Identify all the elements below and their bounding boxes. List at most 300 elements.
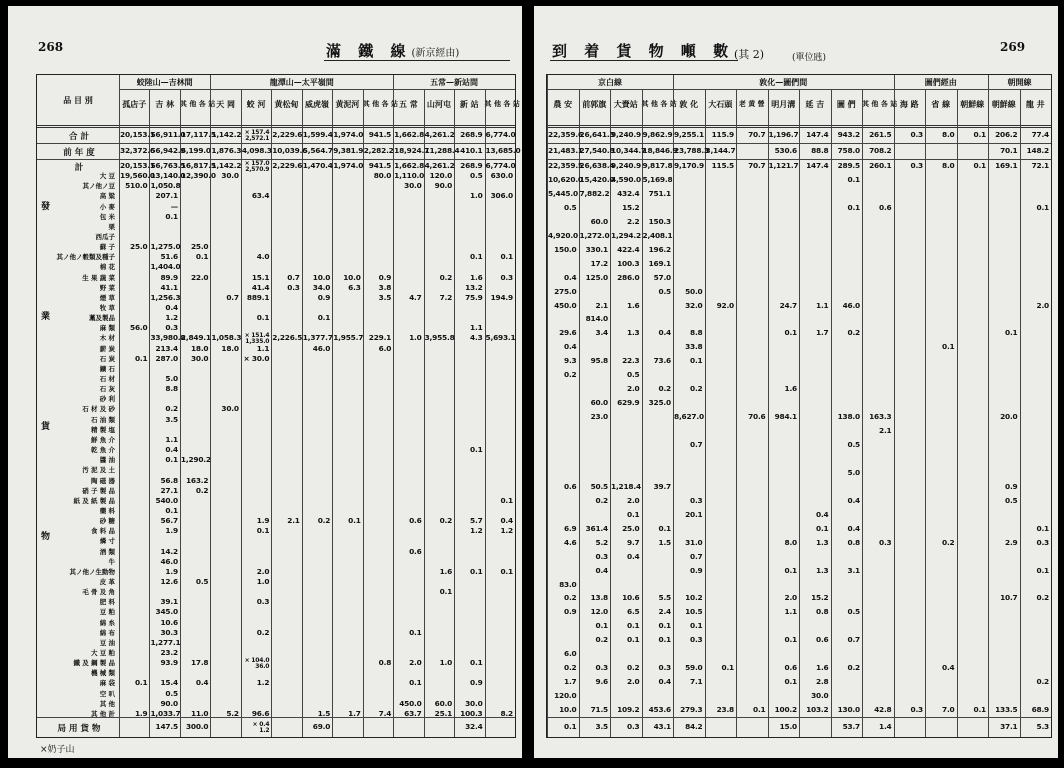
column-rule xyxy=(332,89,333,737)
row-label: 前 年 度 xyxy=(63,148,95,158)
table-cell: 1.7 xyxy=(564,677,577,687)
table-cell: 5.5 xyxy=(658,593,671,603)
column-rule xyxy=(925,89,926,737)
table-cell: 18.0 xyxy=(190,343,209,353)
table-cell: 23.2 xyxy=(160,647,178,657)
table-cell: 3.5 xyxy=(378,292,392,302)
table-cell: 2.1 xyxy=(287,516,300,526)
table-cell: 147.4 xyxy=(806,130,829,139)
table-cell: 6.9 xyxy=(564,523,577,533)
column-header: 其 他 各 站 xyxy=(641,99,677,108)
table-cell: 100.2 xyxy=(774,705,797,715)
table-cell: 0.5 xyxy=(564,202,577,212)
table-cell: 0.1 xyxy=(470,658,483,668)
row-label: 石 炭 xyxy=(99,354,115,363)
table-cell: 5.2 xyxy=(595,537,608,547)
table-cell: 2.0 xyxy=(409,658,422,668)
table-cell: 0.1 xyxy=(973,705,986,715)
table-cell: 70.7 xyxy=(748,161,766,170)
table-cell: 0.3 xyxy=(910,130,923,139)
table-cell: 5.3 xyxy=(1036,722,1049,731)
row-label: 石 材 及 砂 xyxy=(82,405,115,414)
table-cell: 92.0 xyxy=(716,300,734,310)
table-cell: 25.1 xyxy=(434,708,453,718)
table-cell: 943.2 xyxy=(837,130,860,139)
row-label: 綿 布 xyxy=(99,628,115,637)
table-cell: 0.8 xyxy=(378,658,392,668)
table-cell: 0.4 xyxy=(658,328,671,338)
table-cell: 56.7 xyxy=(160,516,178,526)
table-cell: 29.6 xyxy=(559,328,577,338)
table-cell: 100.3 xyxy=(617,258,640,268)
table-cell: 1.2 xyxy=(165,313,178,323)
table-cell: 9,381.9 xyxy=(333,146,364,155)
table-cell: 18.0 xyxy=(221,343,239,353)
table-cell: 20.0 xyxy=(1000,412,1018,422)
table-cell: 46.0 xyxy=(312,343,331,353)
table-cell: 0.3 xyxy=(690,495,703,505)
table-cell: 70.6 xyxy=(748,412,766,422)
table-cell: 130.0 xyxy=(837,705,860,715)
table-cell: 1.0 xyxy=(439,658,453,668)
table-cell: × 151.4 1,335.0 xyxy=(244,332,270,346)
table-cell: 0.1 xyxy=(165,211,178,221)
table-cell: 4.3 xyxy=(470,333,483,343)
table-cell: 32.4 xyxy=(465,722,483,731)
table-cell: 3.1 xyxy=(847,565,860,575)
table-cell: 7.1 xyxy=(690,677,703,687)
table-cell: 0.4 xyxy=(500,516,513,526)
table-cell: 9,170.9 xyxy=(674,161,704,170)
table-cell: 163.3 xyxy=(869,412,892,422)
table-cell: 30.0 xyxy=(221,171,239,181)
column-header: 延 吉 xyxy=(805,99,825,109)
table-cell: 207.1 xyxy=(155,191,178,201)
row-label: 石 油 類 xyxy=(90,415,115,424)
column-header: 朝鮮線 xyxy=(960,99,985,109)
row-label: 野 菜 xyxy=(99,283,115,292)
row-label: 栗 xyxy=(108,222,115,231)
table-cell: 34.0 xyxy=(312,282,331,292)
row-label: 牛 xyxy=(108,557,115,566)
table-cell: 0.7 xyxy=(690,551,703,561)
table-cell: 6.3 xyxy=(348,282,361,292)
row-label: 合 計 xyxy=(69,132,89,142)
table-cell: 8.0 xyxy=(784,537,797,547)
table-cell: 3.4 xyxy=(595,328,608,338)
table-cell: 9,255.1 xyxy=(674,130,704,139)
row-label: 陶 磁 器 xyxy=(90,476,115,485)
table-cell: 0.3 xyxy=(658,663,671,673)
table-cell: 1.7 xyxy=(816,328,829,338)
table-cell: 196.2 xyxy=(648,244,671,254)
table-cell: 53.7 xyxy=(842,722,860,731)
table-cell: 0.9 xyxy=(378,272,392,282)
table-cell: 147.5 xyxy=(155,722,178,731)
column-rule xyxy=(454,89,455,737)
table-cell: 4.7 xyxy=(409,292,422,302)
table-cell: 17.8 xyxy=(190,658,209,668)
table-cell: 56.0 xyxy=(130,323,148,333)
table-cell: 814.0 xyxy=(585,314,608,324)
row-rule xyxy=(37,159,515,160)
table-cell: 11,288.4 xyxy=(424,146,460,155)
table-cell: 20,153.1 xyxy=(120,130,155,139)
table-cell: 169.1 xyxy=(648,258,671,268)
table-cell: 2.0 xyxy=(1036,300,1049,310)
table-cell: 0.1 xyxy=(784,677,797,687)
table-cell: 0.1 xyxy=(627,635,640,645)
table-cell: 23.8 xyxy=(716,705,734,715)
table-cell: 2,282.2 xyxy=(363,146,394,155)
table-cell: 2,229.6 xyxy=(272,130,303,139)
column-header: 海 路 xyxy=(899,99,919,109)
table-cell: 0.1 xyxy=(470,252,483,262)
table-cell: 0.1 xyxy=(973,130,986,139)
table-cell: 0.9 xyxy=(690,565,703,575)
table-cell: 10,039.6 xyxy=(272,146,308,155)
table-cell: 1.2 xyxy=(256,678,270,688)
table-cell: 10.0 xyxy=(559,705,577,715)
table-cell: 306.0 xyxy=(490,191,513,201)
table-cell: 60.0 xyxy=(590,216,608,226)
table-cell: 1.1 xyxy=(165,434,178,444)
table-cell: 2.8 xyxy=(816,677,829,687)
table-cell: 26,641.3 xyxy=(579,130,615,139)
row-label: 大 豆 粕 xyxy=(90,648,115,657)
table-cell: 1,404.0 xyxy=(150,262,181,272)
column-header: 其 他 各 站 xyxy=(179,99,216,108)
table-cell: 18,924.7 xyxy=(394,146,430,155)
row-label: 石 材 xyxy=(99,375,115,384)
table-cell: 1,272.0 xyxy=(579,230,610,240)
table-cell: 275.0 xyxy=(554,286,577,296)
right-page xyxy=(534,6,1058,758)
table-cell: 0.9 xyxy=(1005,481,1018,491)
table-cell: 10.0 xyxy=(343,272,361,282)
group-header: 五常—新站間 xyxy=(430,77,479,87)
table-cell: 1,377.7 xyxy=(302,333,333,343)
column-rule xyxy=(957,89,958,737)
freight-table xyxy=(36,74,521,738)
table-cell: 75.9 xyxy=(465,292,483,302)
table-cell: 10,620.0 xyxy=(548,174,583,184)
table-cell: 450.0 xyxy=(554,300,577,310)
table-cell: 0.3 xyxy=(500,272,513,282)
table-cell: 6,199.0 xyxy=(180,146,211,155)
table-cell: 71.5 xyxy=(590,705,608,715)
table-cell: 0.1 xyxy=(470,566,483,576)
row-label: 精 製 塩 xyxy=(90,425,115,434)
table-cell: 10.6 xyxy=(622,593,640,603)
table-cell: 21,483.1 xyxy=(548,146,583,155)
table-cell: 0.9 xyxy=(564,607,577,617)
table-cell: 1.6 xyxy=(816,663,829,673)
table-cell: 260.1 xyxy=(869,161,892,170)
row-label: 乾 魚 介 xyxy=(90,446,115,455)
table-cell: 286.0 xyxy=(617,272,640,282)
table-cell: 0.3 xyxy=(256,597,270,607)
table-cell: 0.1 xyxy=(134,353,148,363)
section-label: 發 xyxy=(41,202,51,212)
table-cell: 25.0 xyxy=(130,242,148,252)
group-header: 京白線 xyxy=(598,77,622,87)
table-cell: 0.5 xyxy=(658,286,671,296)
table-cell: 15,420.0 xyxy=(579,174,615,184)
table-cell: 4.6 xyxy=(564,537,577,547)
table-cell: 5,445.0 xyxy=(548,188,578,198)
table-cell: 1.3 xyxy=(816,565,829,575)
row-label: 其ノ他ノ生動物 xyxy=(69,567,115,576)
row-label: 生 果 蔬 菜 xyxy=(82,273,115,282)
table-cell: 89.9 xyxy=(160,272,178,282)
table-cell: 0.1 xyxy=(134,678,148,688)
table-cell: 540.0 xyxy=(155,495,178,505)
table-cell: 4,590.0 xyxy=(611,174,641,184)
table-cell: 1,470.4 xyxy=(302,161,333,170)
table-cell: 56,942.9 xyxy=(150,146,186,155)
table-cell: 261.5 xyxy=(869,130,892,139)
table-cell: 2.0 xyxy=(627,384,640,394)
table-cell: 0.3 xyxy=(879,537,892,547)
table-cell: 0.3 xyxy=(1036,537,1049,547)
table-cell: 941.5 xyxy=(368,161,392,170)
column-header: 敦 化 xyxy=(679,99,699,109)
row-label: 包 米 xyxy=(99,212,115,221)
table-cell: 0.1 xyxy=(256,526,270,536)
section-label: 物 xyxy=(41,532,51,542)
table-cell: 1,050.8 xyxy=(150,181,181,191)
table-cell: 147.4 xyxy=(806,161,829,170)
table-cell: 41.1 xyxy=(160,282,178,292)
table-cell: 0.2 xyxy=(317,516,331,526)
section-label: 貨 xyxy=(41,422,51,432)
table-cell: 0.5 xyxy=(470,171,483,181)
column-header: 天 岡 xyxy=(216,99,235,109)
table-cell: 169.1 xyxy=(995,161,1018,170)
table-cell: 0.2 xyxy=(439,272,453,282)
row-label: 藥 料 xyxy=(99,506,115,515)
table-cell: 0.1 xyxy=(1036,202,1049,212)
table-cell: 46.0 xyxy=(842,300,860,310)
table-cell: 1,876.3 xyxy=(211,146,242,155)
table-cell: 889.1 xyxy=(246,292,270,302)
table-cell: 33,980.8 xyxy=(150,333,186,343)
page-title: 滿 鐵 線(新京經由) xyxy=(326,42,460,60)
table-cell: 2.4 xyxy=(658,607,671,617)
table-cell: 0.1 xyxy=(658,621,671,631)
table-cell: 708.2 xyxy=(869,146,892,155)
column-header: 山河屯 xyxy=(426,99,451,109)
row-label: 硝 子 製 品 xyxy=(82,486,115,495)
table-cell: 1.6 xyxy=(784,384,797,394)
table-cell: 0.4 xyxy=(595,565,608,575)
table-cell: 0.1 xyxy=(256,313,270,323)
table-cell: 1,974.0 xyxy=(333,130,364,139)
row-label: 局 用 貨 物 xyxy=(57,724,101,734)
table-cell: 758.0 xyxy=(837,146,860,155)
row-label: 石 灰 xyxy=(99,385,115,394)
table-cell: 279.3 xyxy=(680,705,703,715)
table-cell: 59.0 xyxy=(685,663,703,673)
column-header: 黄松甸 xyxy=(274,99,299,109)
row-label: 木 材 xyxy=(99,334,115,343)
column-header: 其 他 各 站 xyxy=(484,99,520,108)
table-cell: 1,218.4 xyxy=(611,481,641,491)
table-cell: 0.2 xyxy=(256,627,270,637)
section-label: 業 xyxy=(41,312,51,322)
group-header: 朝開線 xyxy=(1007,77,1032,87)
table-cell: 2.0 xyxy=(627,495,640,505)
table-cell: 33.8 xyxy=(685,342,703,352)
table-cell: 0.1 xyxy=(409,627,422,637)
table-cell: 7.0 xyxy=(942,705,955,715)
table-cell: 13,140.0 xyxy=(150,171,186,181)
table-cell: 0.2 xyxy=(564,370,577,380)
column-header: 省 線 xyxy=(931,99,951,109)
table-cell: 15.2 xyxy=(622,202,640,212)
row-label: 鑛 石 xyxy=(99,364,115,373)
table-cell: 84.2 xyxy=(685,722,703,731)
table-cell: 13.2 xyxy=(465,282,483,292)
table-cell: 0.7 xyxy=(226,292,239,302)
table-cell: 163.2 xyxy=(185,475,209,485)
table-cell: 6,774.0 xyxy=(485,161,516,170)
row-label: 砂 糖 xyxy=(99,517,115,526)
table-cell: 7.4 xyxy=(378,708,392,718)
table-cell: 15.2 xyxy=(811,593,829,603)
table-cell: 0.3 xyxy=(627,722,640,731)
table-cell: 0.2 xyxy=(1036,593,1049,603)
table-cell: 30.0 xyxy=(404,181,422,191)
table-cell: 1,294.2 xyxy=(611,230,641,240)
table-cell: 1.5 xyxy=(317,708,331,718)
table-cell: 2,849.1 xyxy=(180,333,211,343)
table-cell: 3.8 xyxy=(378,282,392,292)
table-cell: 0.5 xyxy=(195,576,209,586)
table-cell: 0.3 xyxy=(595,663,608,673)
table-cell: 6.0 xyxy=(564,649,577,659)
table-cell: 16,817.5 xyxy=(180,161,216,170)
table-cell: 69.0 xyxy=(312,722,331,731)
table-cell: 150.0 xyxy=(554,244,577,254)
table-cell: 0.7 xyxy=(287,272,300,282)
table-cell: 20.1 xyxy=(685,509,703,519)
table-cell: 37.1 xyxy=(1000,722,1018,731)
title-rule xyxy=(324,60,510,61)
table-cell: 4.0 xyxy=(256,252,270,262)
table-cell: 0.1 xyxy=(627,621,640,631)
table-cell: 12.0 xyxy=(590,607,608,617)
table-cell: 289.5 xyxy=(837,161,860,170)
table-cell: 629.9 xyxy=(617,398,640,408)
row-label: 其 他 計 xyxy=(90,709,115,718)
table-cell: 96.6 xyxy=(251,708,270,718)
table-cell: 9.6 xyxy=(595,677,608,687)
table-cell: 50.5 xyxy=(590,481,608,491)
row-label: 鐵 及 鋼 製 品 xyxy=(73,659,115,668)
column-header: 大石頭 xyxy=(708,99,733,109)
unit-note: (單位瓲) xyxy=(792,53,827,63)
table-cell: 83.0 xyxy=(559,579,577,589)
table-cell: 0.3 xyxy=(287,282,300,292)
table-cell: 0.1 xyxy=(784,635,797,645)
table-cell: 32.0 xyxy=(685,300,703,310)
table-cell: 751.1 xyxy=(648,188,671,198)
row-label: 牧 草 xyxy=(99,304,115,313)
table-cell: 15.1 xyxy=(251,272,270,282)
table-cell: 2,408.1 xyxy=(642,230,673,240)
header-bottom-rule xyxy=(37,125,515,128)
table-cell: 133.5 xyxy=(995,705,1018,715)
row-label: 鮮 魚 介 xyxy=(90,435,115,444)
row-label: 砂 利 xyxy=(99,395,115,404)
table-cell: 9,862.9 xyxy=(642,130,673,139)
table-cell: 0.1 xyxy=(784,328,797,338)
table-cell: 51.6 xyxy=(160,252,178,262)
table-cell: 2.9 xyxy=(1005,537,1018,547)
table-cell: 0.1 xyxy=(348,516,361,526)
table-cell: 1.3 xyxy=(627,328,640,338)
table-cell: 0.6 xyxy=(564,481,577,491)
table-cell: 0.1 xyxy=(439,587,453,597)
table-cell: 1.5 xyxy=(658,537,671,547)
table-cell: 70.1 xyxy=(1000,146,1018,155)
table-cell: 3,955.8 xyxy=(424,333,455,343)
group-header: 圖們經由 xyxy=(924,77,957,87)
group-header: 敦化—圖們間 xyxy=(759,77,808,87)
title-suffix: (其 2) xyxy=(734,48,765,61)
table-cell: 0.1 xyxy=(690,621,703,631)
table-cell: 0.6 xyxy=(409,546,422,556)
table-cell: 22.0 xyxy=(190,272,209,282)
table-cell: 0.8 xyxy=(847,537,860,547)
table-cell: 0.1 xyxy=(165,455,178,465)
column-rule xyxy=(241,89,242,737)
table-cell: 325.0 xyxy=(648,398,671,408)
table-cell: 30.0 xyxy=(465,698,483,708)
row-label: 醬 油 xyxy=(99,456,115,465)
table-cell: 56.8 xyxy=(160,475,178,485)
column-header: 蛟 河 xyxy=(246,99,266,109)
table-cell: 22,359.5 xyxy=(548,161,583,170)
table-cell: 0.5 xyxy=(165,688,178,698)
table-cell: 1.1 xyxy=(470,323,483,333)
table-cell: 70.7 xyxy=(748,130,766,139)
table-cell: 5.2 xyxy=(226,708,239,718)
column-rule xyxy=(180,89,181,737)
row-label: 其 他 xyxy=(99,699,115,708)
footnote: ×奶子山 xyxy=(40,745,75,755)
table-cell: 0.4 xyxy=(564,342,577,352)
table-cell: × 30.0 xyxy=(243,353,270,363)
table-cell: 3,144.7 xyxy=(705,146,736,155)
table-cell: 11.0 xyxy=(190,708,209,718)
table-cell: 12.6 xyxy=(160,576,178,586)
row-rule xyxy=(37,143,515,144)
table-cell: 0.2 xyxy=(195,485,209,495)
table-cell: 1.9 xyxy=(134,708,148,718)
table-cell: — xyxy=(170,201,178,211)
freight-table xyxy=(546,74,1052,738)
table-cell: 8.8 xyxy=(690,328,703,338)
row-label: 麻 袋 xyxy=(99,679,115,688)
table-cell: 4,098.3 xyxy=(241,146,272,155)
table-cell: 80.0 xyxy=(373,171,392,181)
table-cell: 77.4 xyxy=(1031,130,1049,139)
table-cell: 0.4 xyxy=(195,678,209,688)
table-cell: 1,058.3 xyxy=(211,333,242,343)
